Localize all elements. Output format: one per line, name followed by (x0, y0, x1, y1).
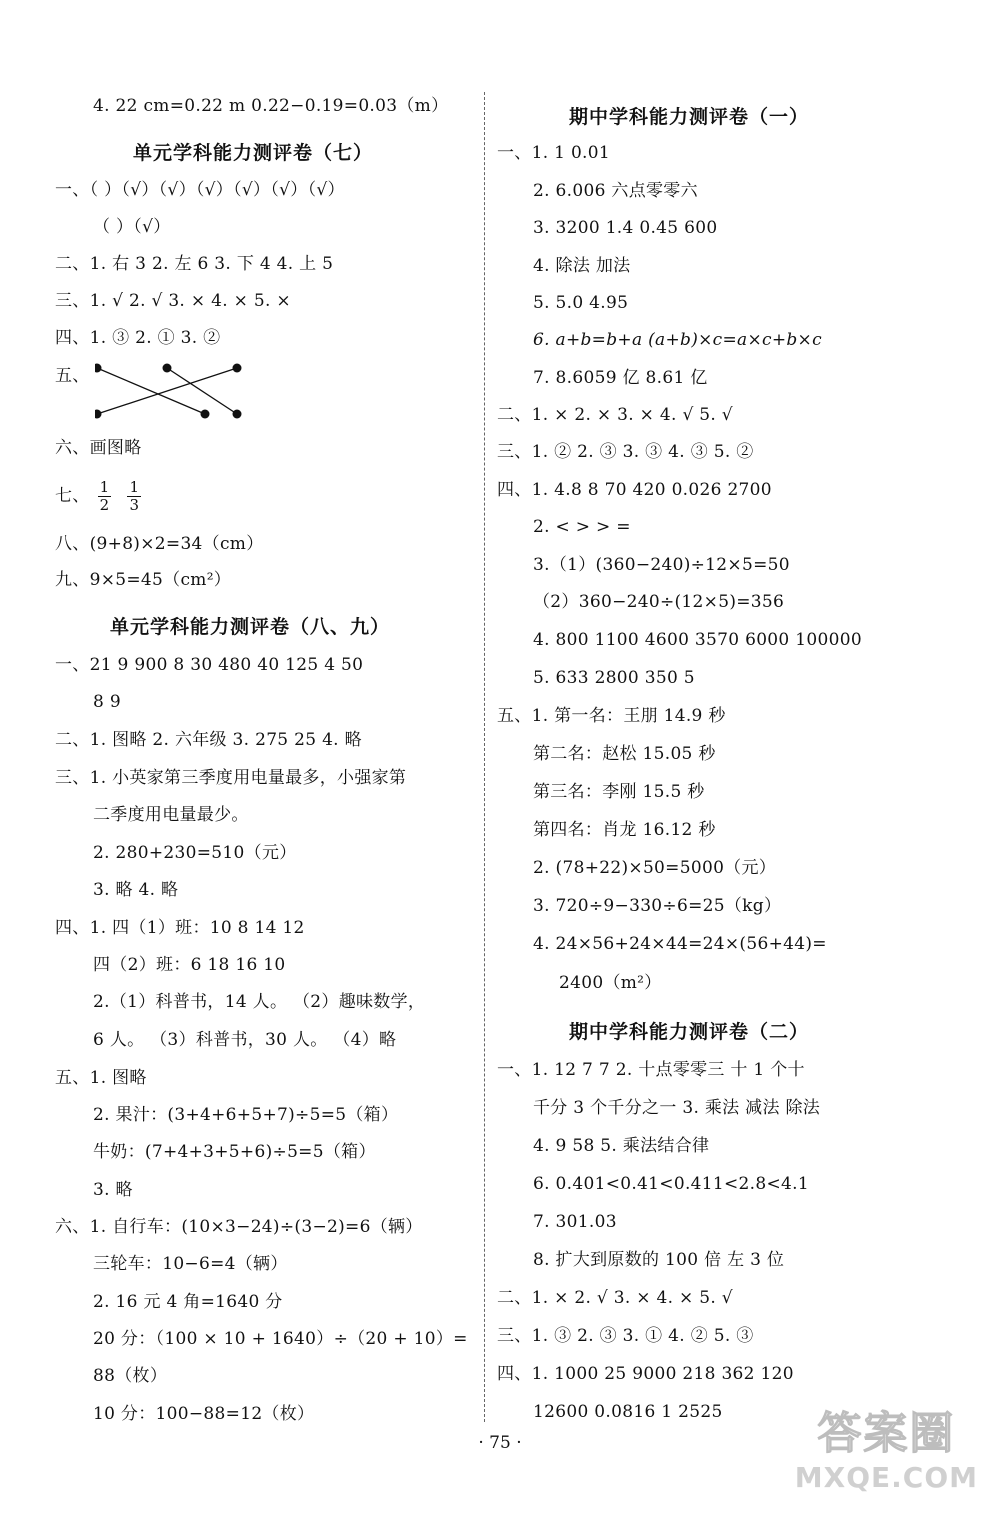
answer-line: 三、1. 小英家第三季度用电量最多，小强家第 (55, 768, 407, 788)
match-dot (95, 410, 102, 419)
answer-line: 88（枚） (93, 1366, 168, 1386)
answer-line: 四、1. 4.8 8 70 420 0.026 2700 (497, 480, 772, 500)
answer-line: 2. 280+230=510（元） (93, 843, 297, 863)
watermark-logo-text: 答案圈 (817, 1408, 956, 1459)
match-line (97, 368, 205, 414)
answer-line: 3. 720÷9−330÷6=25（kg） (533, 896, 782, 916)
answer-line: 二、1. × 2. √ 3. × 4. × 5. √ (497, 1288, 733, 1308)
column-divider (484, 92, 485, 1422)
match-dot (95, 364, 102, 373)
answer-line: 二、1. 图略 2. 六年级 3. 275 25 4. 略 (55, 730, 362, 750)
answer-line: 六、1. 自行车：(10×3−24)÷(3−2)=6（辆） (55, 1217, 423, 1237)
answer-line: 一、21 9 900 8 30 480 40 125 4 50 (55, 655, 364, 675)
answer-line: 八、(9+8)×2=34（cm） (55, 534, 264, 554)
answer-line: 四（2）班：6 18 16 10 (93, 955, 286, 975)
match-dot (163, 364, 172, 373)
answer-line: （ ）（√） (93, 217, 171, 237)
answer-line: 2. 果汁：(3+4+6+5+7)÷5=5（箱） (93, 1105, 399, 1125)
answer-line: 五、 (55, 366, 90, 386)
page-number: · 75 · (478, 1433, 522, 1453)
answer-line: （2）360−240÷(12×5)=356 (533, 592, 785, 612)
answer-line: 四、1. 1000 25 9000 218 362 120 (497, 1364, 794, 1384)
answer-line: 4. 800 1100 4600 3570 6000 100000 (533, 630, 862, 650)
answer-line: 4. 9 58 5. 乘法结合律 (533, 1136, 710, 1156)
answer-line: 第二名：赵松 15.05 秒 (533, 744, 716, 764)
answer-line: 6. a+b=b+a (a+b)×c=a×c+b×c (533, 330, 822, 350)
section-heading: 期中学科能力测评卷（二） (569, 1021, 810, 1043)
answer-line: 12600 0.0816 1 2525 (533, 1402, 723, 1422)
match-dot (201, 410, 210, 419)
watermark-url: MXQE.COM (794, 1461, 978, 1494)
fraction-denominator: 2 (99, 496, 110, 514)
section-heading: 单元学科能力测评卷（八、九） (110, 616, 391, 638)
answer-prefix: 七、 (55, 486, 90, 506)
answer-line: 3. 略 (93, 1180, 133, 1200)
section-heading: 期中学科能力测评卷（一） (569, 106, 810, 128)
answer-line: 二、1. × 2. × 3. × 4. √ 5. √ (497, 405, 733, 425)
answer-line: 6 人。 （3）科普书，30 人。 （4）略 (93, 1030, 397, 1050)
answer-line: 2.（1）科普书，14 人。 （2）趣味数学， (93, 992, 426, 1012)
watermark (795, 1397, 978, 1494)
answer-line: 5. 5.0 4.95 (533, 293, 629, 313)
answer-line: 第四名：肖龙 16.12 秒 (533, 820, 716, 840)
answer-line: 4. 除法 加法 (533, 256, 631, 276)
answer-line: 5. 633 2800 350 5 (533, 668, 695, 688)
match-dot (233, 410, 242, 419)
answer-line: 千分 3 个千分之一 3. 乘法 减法 除法 (533, 1098, 821, 1118)
answer-line: 三轮车：10−6=4（辆） (93, 1254, 288, 1274)
match-dot (233, 364, 242, 373)
answer-line: 五、1. 第一名：王朋 14.9 秒 (497, 706, 726, 726)
answer-line: 2. 6.006 六点零零六 (533, 181, 698, 201)
answer-line-fractions (55, 474, 149, 518)
answer-line: 三、1. ③ 2. ③ 3. ① 4. ② 5. ③ (497, 1326, 754, 1346)
answer-line: 一、1. 1 0.01 (497, 143, 610, 163)
answer-line: 2400（m²） (559, 973, 662, 993)
answer-line: 2. < > > = (533, 517, 631, 537)
answer-line: 三、1. √ 2. √ 3. × 4. × 5. × (55, 291, 291, 311)
answer-line: 3. 略 4. 略 (93, 880, 179, 900)
fraction-numerator: 1 (129, 478, 140, 496)
answer-line: 五、1. 图略 (55, 1068, 147, 1088)
match-line (97, 368, 237, 414)
answer-line: 8 9 (93, 692, 121, 712)
answer-line: 3.（1）(360−240)÷12×5=50 (533, 555, 790, 575)
answer-line: 2. (78+22)×50=5000（元） (533, 858, 777, 878)
answer-line: 8. 扩大到原数的 100 倍 左 3 位 (533, 1250, 785, 1270)
answer-line: 一、（ ）（√）（√）（√）（√）（√）（√） (55, 180, 345, 200)
fraction-denominator: 3 (129, 496, 140, 514)
answer-line: 三、1. ② 2. ③ 3. ③ 4. ③ 5. ② (497, 442, 754, 462)
answer-line: 6. 0.401<0.41<0.411<2.8<4.1 (533, 1174, 809, 1194)
answer-line: 7. 8.6059 亿 8.61 亿 (533, 368, 708, 388)
fraction-numerator: 1 (99, 478, 110, 496)
section-heading: 单元学科能力测评卷（七） (133, 142, 374, 164)
answer-line: 2. 16 元 4 角=1640 分 (93, 1292, 283, 1312)
match-line (167, 368, 237, 414)
answer-line: 四、1. 四（1）班：10 8 14 12 (55, 918, 305, 938)
answer-line: 六、画图略 (55, 438, 142, 458)
answer-line: 四、1. ③ 2. ① 3. ② (55, 328, 221, 348)
answer-line: 20 分：（100 × 10 + 1640）÷（20 + 10）= (93, 1329, 468, 1349)
answer-line: 二季度用电量最少。 (93, 805, 249, 825)
answer-line: 九、9×5=45（cm²） (55, 570, 232, 590)
answer-line: 7. 301.03 (533, 1212, 617, 1232)
answer-line: 二、1. 右 3 2. 左 6 3. 下 4 4. 上 5 (55, 254, 334, 274)
answer-line: 4. 24×56+24×44=24×(56+44)= (533, 934, 827, 954)
answer-line: 4. 22 cm=0.22 m 0.22−0.19=0.03（m） (93, 96, 449, 116)
matching-diagram (95, 360, 255, 420)
fraction (98, 479, 112, 514)
fraction (127, 479, 141, 514)
answer-line: 牛奶：(7+4+3+5+6)÷5=5（箱） (93, 1142, 376, 1162)
answer-line: 10 分：100−88=12（枚） (93, 1404, 315, 1424)
answer-line: 3. 3200 1.4 0.45 600 (533, 218, 718, 238)
answer-line: 一、1. 12 7 7 2. 十点零零三 十 1 个十 (497, 1060, 805, 1080)
answer-line: 第三名：李刚 15.5 秒 (533, 782, 705, 802)
